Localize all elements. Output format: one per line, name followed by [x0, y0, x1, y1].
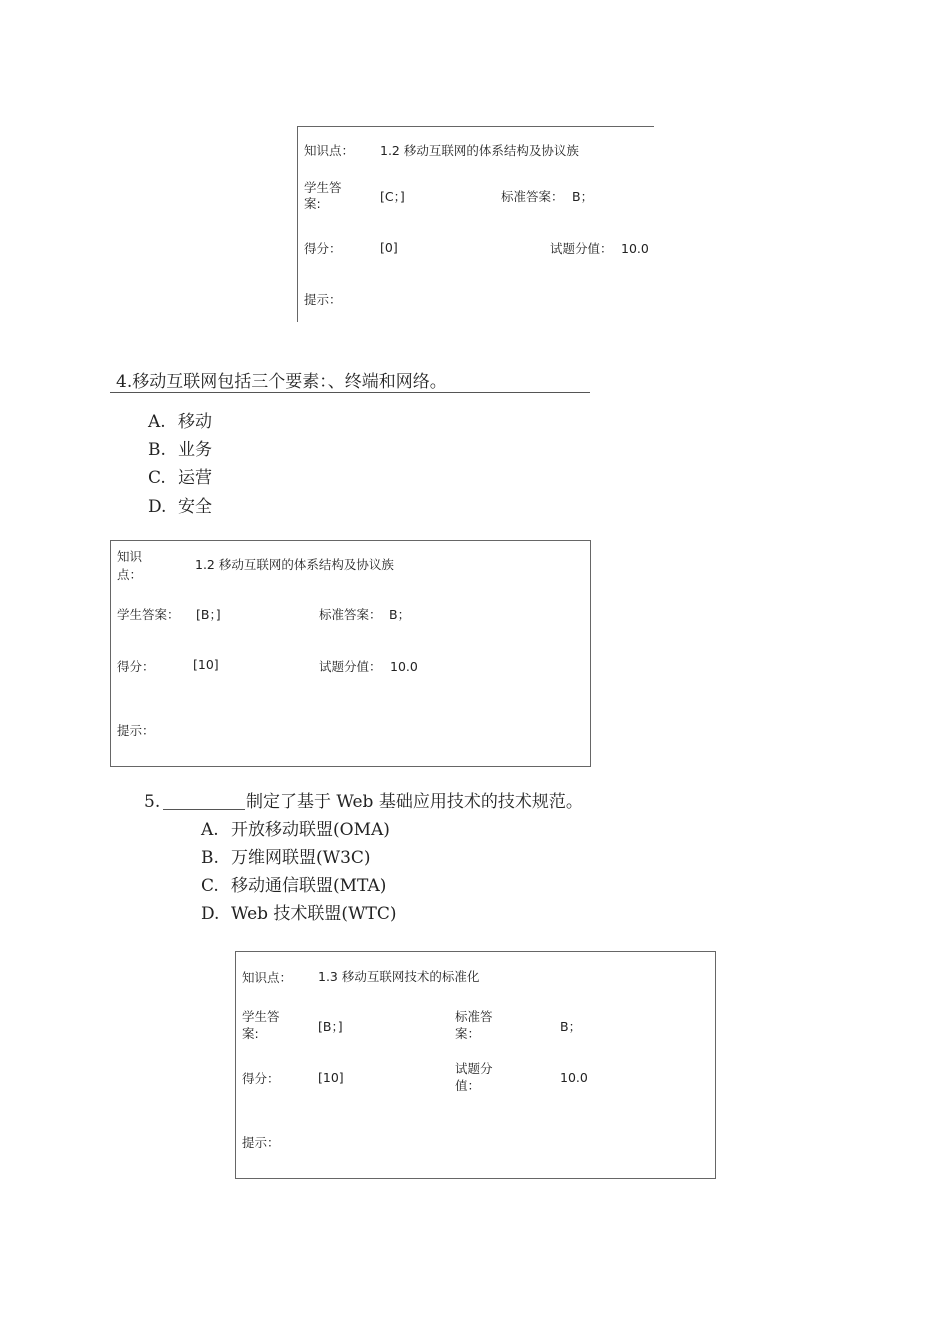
knowledge-label: 知识点： [304, 143, 355, 158]
question-5-text: 制定了基于 Web 基础应用技术的技术规范。 [246, 792, 583, 812]
question-4-underline [110, 392, 590, 393]
option-text: 开放移动联盟(OMA) [231, 820, 390, 840]
option-letter: A. [201, 820, 219, 840]
value-value: 10.0 [560, 1070, 588, 1085]
standard-answer-label-line1: 标准答 [455, 1009, 493, 1024]
knowledge-value: 1.2 移动互联网的体系结构及协议族 [195, 557, 394, 572]
option-text: 运营 [178, 468, 212, 488]
score-value: [0] [380, 240, 398, 255]
value-value: 10.0 [390, 659, 418, 674]
standard-answer-label: 标准答案： [319, 607, 382, 622]
option-letter: D. [148, 497, 167, 517]
knowledge-label: 知识点： [242, 970, 293, 985]
option-text: 移动通信联盟(MTA) [231, 876, 387, 896]
standard-answer-value: B； [560, 1019, 582, 1034]
score-label: 得分： [117, 659, 155, 674]
value-label-line2: 值： [455, 1078, 481, 1093]
knowledge-label-line2: 点： [117, 567, 143, 582]
option-letter: B. [148, 440, 166, 460]
standard-answer-value: B； [572, 189, 594, 204]
student-answer-label-line2: 案: [242, 1026, 259, 1041]
question-5-option-c[interactable] [201, 876, 386, 896]
question-4-text: 4.移动互联网包括三个要素：、终端和网络。 [116, 372, 447, 392]
student-answer-value: [B；] [318, 1019, 343, 1034]
standard-answer-label: 标准答案： [501, 189, 564, 204]
value-value: 10.0 [621, 241, 649, 256]
value-label: 试题分值： [550, 241, 613, 256]
option-letter: C. [148, 468, 166, 488]
question-4-option-b[interactable] [148, 440, 212, 460]
student-answer-value: [B；] [196, 607, 221, 622]
question-5-option-b[interactable] [201, 848, 371, 868]
option-text: 移动 [178, 412, 212, 432]
score-value: [10] [318, 1070, 344, 1085]
student-answer-label-line2: 案: [304, 196, 321, 211]
question-5-option-d[interactable] [201, 904, 397, 924]
standard-answer-label-line2: 案： [455, 1026, 481, 1041]
student-answer-label-line1: 学生答 [242, 1009, 280, 1024]
score-label: 得分： [242, 1071, 280, 1086]
question-4-option-c[interactable] [148, 468, 212, 488]
option-text: 安全 [178, 497, 212, 517]
value-label-line1: 试题分 [455, 1061, 493, 1076]
answer-blank [163, 809, 245, 810]
question-4-option-a[interactable] [148, 412, 212, 432]
student-answer-label-line1: 学生答 [304, 180, 342, 195]
question-5-number: 5. [144, 792, 161, 812]
student-answer-label: 学生答案： [117, 607, 180, 622]
student-answer-value: [C；] [380, 189, 405, 204]
option-letter: B. [201, 848, 219, 868]
question-4-option-d[interactable] [148, 497, 212, 517]
option-letter: A. [148, 412, 166, 432]
option-text: 万维网联盟(W3C) [231, 848, 371, 868]
hint-label: 提示： [117, 723, 155, 738]
knowledge-value: 1.2 移动互联网的体系结构及协议族 [380, 143, 579, 158]
answer-card-2 [110, 540, 591, 767]
option-text: 业务 [178, 440, 212, 460]
value-label: 试题分值： [319, 659, 382, 674]
option-letter: C. [201, 876, 219, 896]
question-5-option-a[interactable] [201, 820, 390, 840]
hint-label: 提示： [242, 1135, 280, 1150]
standard-answer-value: B； [389, 607, 411, 622]
option-letter: D. [201, 904, 220, 924]
score-label: 得分： [304, 241, 342, 256]
option-text: Web 技术联盟(WTC) [231, 904, 397, 924]
knowledge-label-line1: 知识 [117, 549, 143, 564]
knowledge-value: 1.3 移动互联网技术的标准化 [318, 969, 480, 984]
score-value: [10] [193, 657, 219, 672]
hint-label: 提示： [304, 292, 342, 307]
